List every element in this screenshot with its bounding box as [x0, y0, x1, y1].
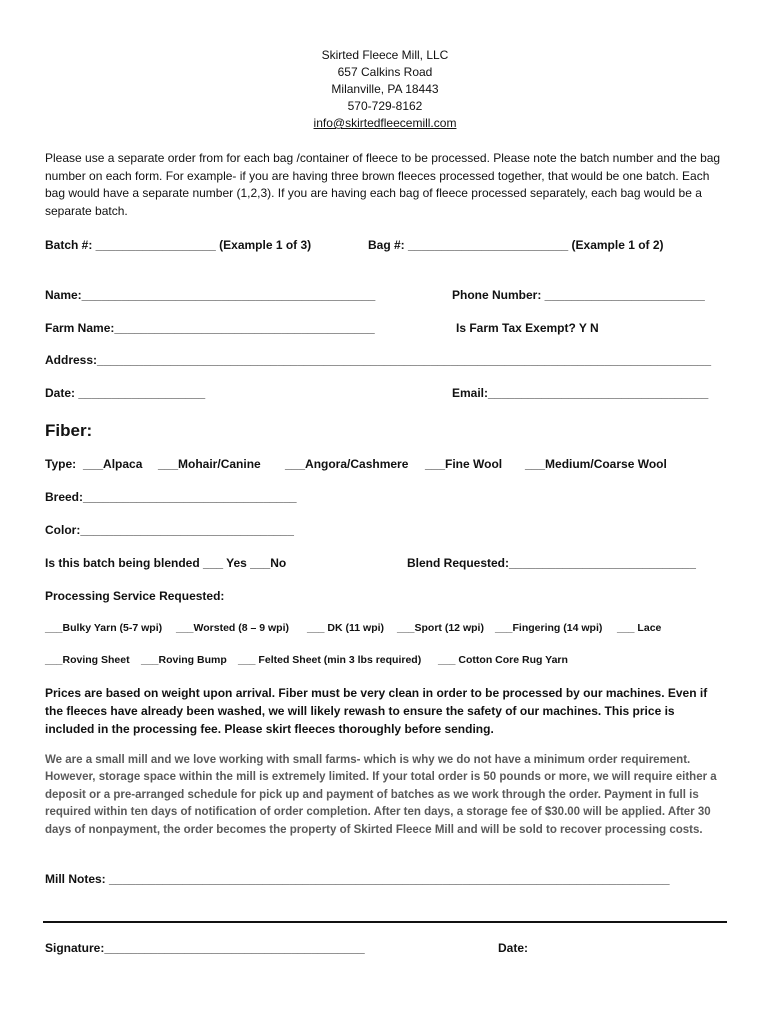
signature-date-field[interactable]: Date:	[498, 941, 529, 955]
divider-line	[43, 921, 727, 923]
service-worsted[interactable]: ___Worsted (8 – 9 wpi)	[176, 622, 290, 634]
service-lace[interactable]: ___ Lace	[617, 622, 662, 634]
date-field[interactable]: Date: ___________________	[45, 386, 206, 400]
fiber-type-mohair-canine[interactable]: ___Mohair/Canine	[158, 457, 261, 471]
service-dk[interactable]: ___ DK (11 wpi)	[307, 622, 385, 634]
address-field[interactable]: Address:____________________________________________________________________________________________	[45, 353, 712, 367]
fiber-type-alpaca[interactable]: ___Alpaca	[83, 457, 143, 471]
bag-number-field[interactable]: Bag #: ________________________ (Example 1 of 2)	[368, 238, 664, 252]
fiber-type-fine-wool[interactable]: ___Fine Wool	[425, 457, 503, 471]
company-email-row	[0, 115, 770, 132]
blend-requested-field[interactable]: Blend Requested:____________________________	[407, 556, 696, 570]
processing-heading: Processing Service Requested:	[45, 589, 225, 603]
email-field[interactable]: Email:_________________________________	[452, 386, 709, 400]
company-email-link[interactable]: info@skirtedfleecemill.com	[313, 116, 457, 130]
color-field[interactable]: Color:________________________________	[45, 523, 294, 537]
fiber-type-medium-coarse-wool[interactable]: ___Medium/Coarse Wool	[525, 457, 667, 471]
farm-tax-exempt-field[interactable]: Is Farm Tax Exempt? Y N	[456, 321, 599, 335]
service-felted-sheet[interactable]: ___ Felted Sheet (min 3 lbs required)	[238, 654, 422, 666]
service-roving-sheet[interactable]: ___Roving Sheet	[45, 654, 130, 666]
name-field[interactable]: Name:____________________________________________	[45, 288, 376, 302]
phone-number-field[interactable]: Phone Number: ________________________	[452, 288, 705, 302]
company-phone: 570-729-8162	[347, 99, 423, 113]
intro-paragraph: Please use a separate order from for each bag /container of fleece to be processed. Please note the batch number and the bag number on each form. For example- if you are having three brown fleeces processed together, that would be one batch. Each bag would have a separate number (1,2,3). If you are having each bag of fleece processed separately, each bag would be a separate batch.	[45, 151, 721, 218]
breed-field[interactable]: Breed:________________________________	[45, 490, 297, 504]
mill-notes-field[interactable]: Mill Notes: ____________________________________________________________________________________	[45, 872, 670, 886]
fiber-type-angora-cashmere[interactable]: ___Angora/Cashmere	[285, 457, 409, 471]
service-roving-bump[interactable]: ___Roving Bump	[141, 654, 227, 666]
company-name: Skirted Fleece Mill, LLC	[321, 48, 449, 62]
fiber-heading: Fiber:	[45, 421, 93, 440]
service-fingering[interactable]: ___Fingering (14 wpi)	[495, 622, 603, 634]
service-sport[interactable]: ___Sport (12 wpi)	[397, 622, 484, 634]
service-cotton-core-rug-yarn[interactable]: ___ Cotton Core Rug Yarn	[438, 654, 568, 666]
farm-name-field[interactable]: Farm Name:_______________________________________	[45, 321, 375, 335]
small-mill-notice: We are a small mill and we love working with small farms- which is why we do not have a minimum order requirement. However, storage space within the mill is extremely limited. If your total order is 50 pounds or more, we will require either a deposit or a pre-arranged schedule for pick up and payment of batches as we work through the order. Payment in full is required within ten days of notification of order completion. After ten days, a storage fee of $30.00 will be applied. After 30 days of nonpayment, the order becomes the property of Skirted Fleece Mill and will be sold to recover processing costs.	[45, 754, 717, 836]
fiber-type-label: Type:	[45, 457, 77, 471]
company-city: Milanville, PA 18443	[331, 82, 439, 96]
batch-number-field[interactable]: Batch #: __________________ (Example 1 of 3)	[45, 238, 312, 252]
company-street: 657 Calkins Road	[337, 65, 433, 79]
blended-question-field[interactable]: Is this batch being blended ___ Yes ___No	[45, 556, 287, 570]
prices-notice: Prices are based on weight upon arrival. Fiber must be very clean in order to be processed by our machines. Even if the fleeces have already been washed, we will likely rewash to ensure the safety of our machines. This price is included in the processing fee. Please skirt fleeces thoroughly before sending.	[45, 686, 708, 736]
service-bulky-yarn[interactable]: ___Bulky Yarn (5-7 wpi)	[45, 622, 163, 634]
signature-field[interactable]: Signature:_______________________________________	[45, 941, 365, 955]
